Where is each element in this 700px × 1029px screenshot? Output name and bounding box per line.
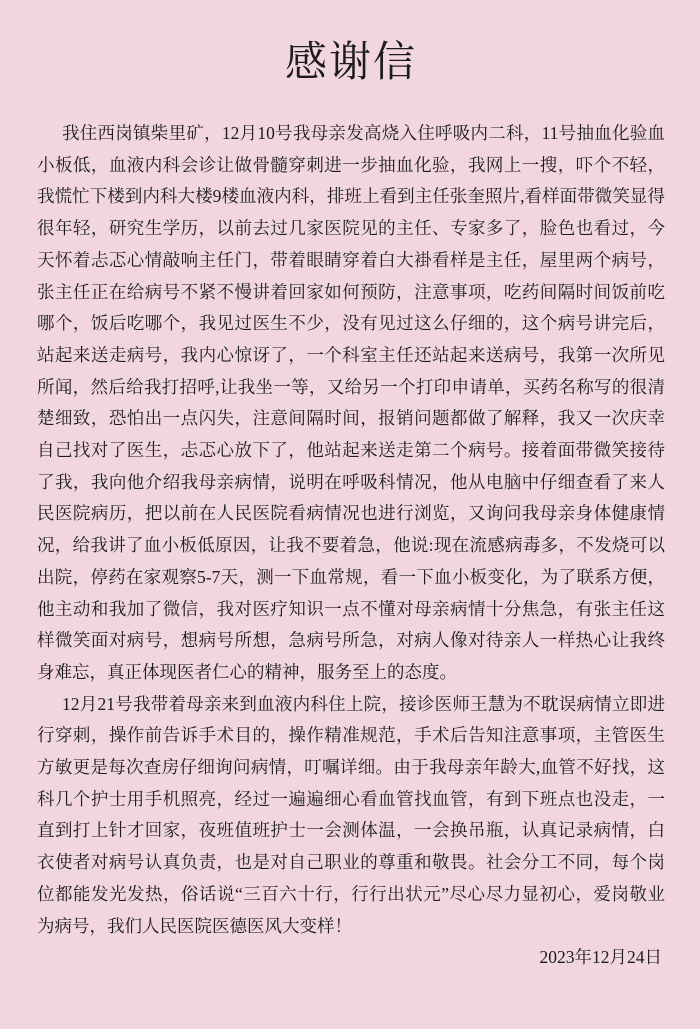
- thank-you-letter-page: [0, 38, 700, 1029]
- letter-body: [37, 118, 665, 942]
- letter-paragraph-1: 我住西岗镇柴里矿，12月10号我母亲发高烧入住呼吸内二科，11号抽血化验血小板低，血液内科会诊让做骨髓穿刺进一步抽血化验，我网上一搜，吓个不轻，我慌忙下楼到内科大楼9楼血液内科，排班上看到主任张奎照片,看样面带微笑显得很年轻，研究生学历，以前去过几家医院见的主任、专家多了，脸色也看过，今天怀着忐忑心情敲响主任门，带着眼睛穿着白大褂看样是主任，屋里两个病号，张主任正在给病号不紧不慢讲着回家如何预防，注意事项，吃药间隔时间饭前吃哪个，饭后吃哪个，我见过医生不少，没有见过这么仔细的，这个病号讲完后，站起来送走病号，我内心惊讶了，一个科室主任还站起来送病号，我第一次所见所闻，然后给我打招呼,让我坐一等，又给另一个打印申请单，买药名称写的很清楚细致，恐怕出一点闪失，注意间隔时间，报销问题都做了解释，我又一次庆幸自己找对了医生，忐忑心放下了，他站起来送走第二个病号。接着面带微笑接待了我，我向他介绍我母亲病情，说明在呼吸科情况，他从电脑中仔细查看了来人民医院病历，把以前在人民医院看病情况也进行浏览，又询问我母亲身体健康情况，给我讲了血小板低原因，让我不要着急，他说:现在流感病毒多，不发烧可以出院，停药在家观察5-7天，测一下血常规，看一下血小板变化，为了联系方便，他主动和我加了微信，我对医疗知识一点不懂对母亲病情十分焦急，有张主任这样微笑面对病号，想病号所想，急病号所急，对病人像对待亲人一样热心让我终身难忘，真正体现医者仁心的精神，服务至上的态度。: [37, 123, 665, 682]
- letter-date: 2023年12月24日: [539, 947, 662, 968]
- letter-title: 感谢信: [284, 40, 417, 86]
- letter-paragraph-2: 12月21号我带着母亲来到血液内科住上院，接诊医师王慧为不耽误病情立即进行穿刺，操作前告诉手术目的，操作精准规范，手术后告知注意事项，主管医生方敏更是每次查房仔细询问病情，叮嘱详细。由于我母亲年龄大,血管不好找，这科几个护士用手机照亮，经过一遍遍细心看血管找血管，有到下班点也没走，一直到打上针才回家，夜班值班护士一会测体温，一会换吊瓶，认真记录病情，白衣使者对病号认真负责，也是对自己职业的尊重和敬畏。社会分工不同，每个岗位都能发光发热，俗话说“三百六十行，行行出状元”尽心尽力显初心，爱岗敬业为病号，我们人民医院医德医风大变样！: [37, 693, 665, 936]
